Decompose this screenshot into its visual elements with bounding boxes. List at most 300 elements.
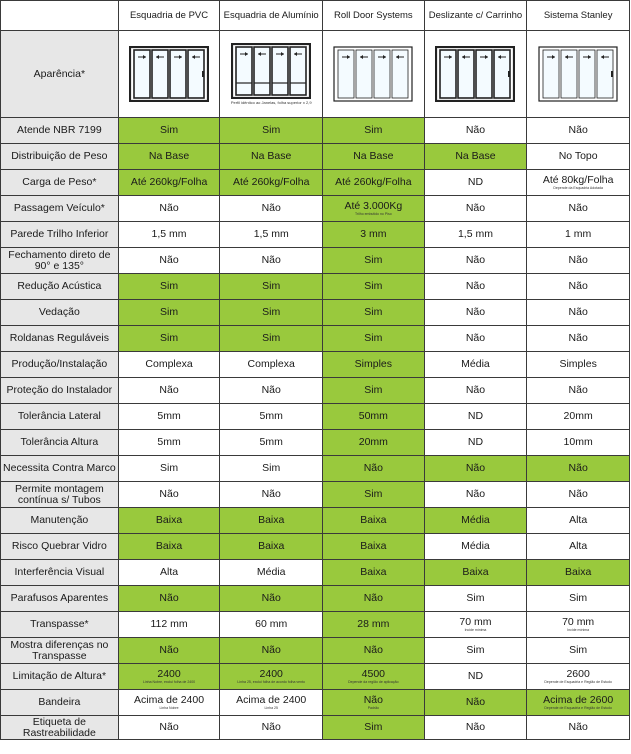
table-cell — [220, 248, 323, 274]
cell-value: 5mm — [259, 436, 283, 448]
cell-note: Incide mínima — [567, 628, 590, 632]
table-row — [1, 300, 630, 326]
table-cell — [527, 326, 630, 352]
table-cell — [220, 534, 323, 560]
cell-value: Não — [261, 644, 281, 656]
cell-value: Não — [261, 488, 281, 500]
row-label: Necessita Contra Marco — [1, 456, 119, 482]
cell-value: 3 mm — [360, 228, 387, 240]
cell-value: ND — [467, 670, 484, 682]
table-cell — [424, 170, 527, 196]
cell-value: Alta — [569, 540, 588, 552]
table-cell — [118, 456, 220, 482]
table-row — [1, 352, 630, 378]
table-cell — [424, 716, 527, 740]
row-label: Etiqueta de Rastreabilidade — [1, 716, 119, 740]
cell-value: Não — [363, 694, 383, 706]
table-cell — [527, 612, 630, 638]
row-label: Redução Acústica — [1, 274, 119, 300]
cell-note: Linha Nobre, exclui folha de 2400 — [142, 680, 196, 684]
cell-value: 2400 — [259, 668, 283, 680]
table-row — [1, 404, 630, 430]
table-cell — [118, 118, 220, 144]
cell-value: Sim — [364, 721, 383, 733]
table-cell — [220, 638, 323, 664]
cell-value: Não — [159, 202, 179, 214]
row-label: Carga de Peso* — [1, 170, 119, 196]
cell-value: Sim — [466, 644, 485, 656]
sliding-door-illustration-icon — [538, 46, 618, 102]
table-cell — [220, 300, 323, 326]
table-cell — [527, 118, 630, 144]
cell-value: Sim — [364, 384, 383, 396]
table-row — [1, 118, 630, 144]
table-row — [1, 222, 630, 248]
cell-note: Depende da região de aplicação — [348, 680, 399, 684]
cell-value: Não — [159, 644, 179, 656]
column-header-roll-door-systems: Roll Door Systems — [323, 1, 425, 31]
cell-value: 70 mm — [562, 616, 595, 628]
table-cell — [118, 170, 220, 196]
table-cell — [424, 664, 527, 690]
cell-value: 10mm — [563, 436, 593, 448]
table-cell — [118, 482, 220, 508]
table-cell — [220, 586, 323, 612]
cell-value: Média — [461, 540, 490, 552]
table-cell — [118, 690, 220, 716]
cell-value: Na Base — [353, 150, 394, 162]
table-cell — [118, 378, 220, 404]
cell-value: Complexa — [145, 358, 193, 370]
table-cell — [424, 430, 527, 456]
cell-value: Baixa — [360, 540, 387, 552]
cell-value: Sim — [364, 488, 383, 500]
cell-value: Até 260kg/Folha — [130, 176, 208, 188]
table-cell — [323, 300, 425, 326]
table-cell — [323, 222, 425, 248]
table-cell — [323, 274, 425, 300]
table-cell — [527, 716, 630, 740]
table-cell — [220, 560, 323, 586]
table-row — [1, 664, 630, 690]
row-label: Fechamento direto de 90° e 135° — [1, 248, 119, 274]
cell-value: Sim — [466, 592, 485, 604]
table-row — [1, 638, 630, 664]
cell-value: Não — [465, 254, 486, 266]
cell-value: 1,5 mm — [457, 228, 493, 240]
table-cell — [323, 430, 425, 456]
table-cell — [424, 612, 527, 638]
table-cell — [323, 378, 425, 404]
cell-value: Até 3.000Kg — [344, 200, 403, 212]
table-cell — [220, 716, 323, 740]
table-row — [1, 326, 630, 352]
cell-note: Incide mínima — [464, 628, 487, 632]
table-row — [1, 716, 630, 740]
table-row — [1, 144, 630, 170]
table-cell — [323, 170, 425, 196]
cell-value: Não — [568, 332, 588, 344]
cell-value: Não — [568, 306, 588, 318]
table-cell — [527, 144, 630, 170]
cell-value: 1 mm — [565, 228, 592, 240]
cell-value: 20mm — [563, 410, 593, 422]
cell-value: Média — [256, 566, 286, 578]
cell-value: 2400 — [157, 668, 181, 680]
table-cell — [527, 274, 630, 300]
row-label: Passagem Veículo* — [1, 196, 119, 222]
table-cell — [527, 664, 630, 690]
cell-value: Não — [568, 462, 588, 474]
cell-note: Linha 25, exclui folha de acordo folha vento — [237, 680, 305, 684]
table-row — [1, 508, 630, 534]
table-cell — [527, 196, 630, 222]
table-cell — [118, 404, 220, 430]
row-label: Mostra diferenças no Transpasse — [1, 638, 119, 664]
table-cell — [424, 638, 527, 664]
cell-value: Baixa — [258, 540, 285, 552]
header-corner — [1, 1, 119, 31]
table-cell — [220, 170, 323, 196]
cell-value: Não — [465, 384, 486, 396]
table-cell — [527, 586, 630, 612]
table-cell — [527, 508, 630, 534]
cell-value: 60 mm — [255, 618, 288, 630]
table-cell — [424, 196, 527, 222]
row-label: Distribuição de Peso — [1, 144, 119, 170]
table-cell — [424, 248, 527, 274]
cell-value: Sim — [364, 254, 383, 266]
cell-value: Sim — [262, 280, 281, 292]
table-row — [1, 248, 630, 274]
table-cell — [527, 534, 630, 560]
table-cell — [323, 716, 425, 740]
cell-value: No Topo — [558, 150, 598, 162]
appearance-row — [1, 31, 630, 118]
table-row — [1, 534, 630, 560]
cell-value: Até 260kg/Folha — [335, 176, 412, 188]
cell-value: Sim — [364, 124, 383, 136]
column-header-esquadria-de-aluminio: Esquadria de Alumínio — [220, 1, 323, 31]
row-label: Parafusos Aparentes — [1, 586, 119, 612]
table-cell — [527, 352, 630, 378]
appearance-cell-deslizante-c-carrinho — [424, 31, 527, 118]
cell-value: Não — [568, 124, 588, 136]
cell-value: Baixa — [360, 514, 387, 526]
cell-value: Acima de 2400 — [134, 694, 205, 706]
table-row — [1, 612, 630, 638]
cell-value: Média — [461, 514, 490, 526]
row-label: Tolerância Lateral — [1, 404, 119, 430]
table-cell — [424, 456, 527, 482]
cell-value: Não — [159, 384, 179, 396]
table-cell — [527, 482, 630, 508]
cell-note: Trilho embutido no Piso — [355, 212, 392, 216]
cell-value: Não — [465, 306, 486, 318]
cell-note: Linha 25 — [264, 706, 278, 710]
row-label: Roldanas Reguláveis — [1, 326, 119, 352]
cell-value: 4500 — [361, 668, 386, 680]
cell-value: Sim — [262, 124, 281, 136]
row-label: Parede Trilho Inferior — [1, 222, 119, 248]
table-cell — [118, 196, 220, 222]
table-cell — [424, 482, 527, 508]
table-cell — [424, 326, 527, 352]
table-cell — [424, 690, 527, 716]
table-cell — [323, 612, 425, 638]
row-label: Proteção do Instalador — [1, 378, 119, 404]
cell-value: Não — [261, 592, 281, 604]
table-cell — [323, 638, 425, 664]
cell-note: Depende da Esquadria Adotada — [553, 186, 603, 190]
sliding-door-illustration-icon — [435, 46, 515, 102]
table-cell — [323, 248, 425, 274]
column-header-sistema-stanley: Sistema Stanley — [527, 1, 630, 31]
table-cell — [527, 404, 630, 430]
cell-value: Baixa — [258, 514, 285, 526]
cell-value: Sim — [160, 462, 179, 474]
table-cell — [527, 638, 630, 664]
table-cell — [424, 274, 527, 300]
table-cell — [118, 222, 220, 248]
cell-value: Baixa — [565, 566, 592, 578]
cell-value: Não — [568, 280, 588, 292]
row-label: Permite montagem contínua s/ Tubos — [1, 482, 119, 508]
table-cell — [118, 534, 220, 560]
cell-value: Sim — [160, 306, 179, 318]
table-cell — [323, 326, 425, 352]
table-cell — [220, 326, 323, 352]
table-cell — [118, 638, 220, 664]
table-cell — [220, 352, 323, 378]
cell-note: Linha Nobre — [159, 706, 179, 710]
table-cell — [424, 144, 527, 170]
cell-note: Depende de Esquadria e Região de Estudo — [544, 706, 612, 710]
table-cell — [424, 404, 527, 430]
cell-value: Não — [159, 488, 179, 500]
table-cell — [424, 222, 527, 248]
table-cell — [118, 248, 220, 274]
table-cell — [527, 560, 630, 586]
cell-value: 5mm — [157, 410, 181, 422]
table-cell — [424, 118, 527, 144]
cell-value: Na Base — [148, 150, 190, 162]
table-cell — [424, 300, 527, 326]
cell-value: Sim — [262, 462, 281, 474]
table-cell — [220, 690, 323, 716]
table-cell — [424, 534, 527, 560]
header-row — [1, 1, 630, 31]
cell-value: 2600 — [566, 668, 590, 680]
table-cell — [527, 222, 630, 248]
row-label: Bandeira — [1, 690, 119, 716]
cell-value: Sim — [160, 280, 179, 292]
table-cell — [118, 664, 220, 690]
cell-value: Não — [363, 592, 383, 604]
table-cell — [527, 430, 630, 456]
table-row — [1, 378, 630, 404]
row-label: Risco Quebrar Vidro — [1, 534, 119, 560]
table-cell — [323, 534, 425, 560]
cell-value: Não — [159, 592, 179, 604]
table-cell — [220, 144, 323, 170]
appearance-note: Perfil idêntico ao Janelas, folha superior x 2,9 — [230, 100, 312, 105]
table-cell — [323, 352, 425, 378]
cell-value: ND — [467, 176, 484, 188]
cell-value: 70 mm — [459, 616, 492, 628]
table-cell — [220, 508, 323, 534]
cell-value: Sim — [262, 306, 281, 318]
table-cell — [323, 404, 425, 430]
cell-value: 28 mm — [357, 618, 390, 630]
cell-value: Não — [261, 721, 281, 733]
cell-value: Até 260kg/Folha — [232, 176, 310, 188]
cell-value: Não — [261, 202, 281, 214]
table-cell — [220, 378, 323, 404]
table-cell — [424, 508, 527, 534]
table-cell — [118, 300, 220, 326]
table-cell — [118, 144, 220, 170]
cell-value: Na Base — [455, 150, 496, 162]
cell-value: Complexa — [247, 358, 295, 370]
table-cell — [323, 144, 425, 170]
table-row — [1, 482, 630, 508]
cell-note: Padrão — [367, 706, 379, 710]
appearance-cell-roll-door-systems — [323, 31, 425, 118]
cell-value: 5mm — [157, 436, 181, 448]
table-cell — [118, 274, 220, 300]
table-cell — [220, 456, 323, 482]
table-cell — [220, 118, 323, 144]
cell-value: Não — [568, 384, 588, 396]
cell-value: Acima de 2400 — [236, 694, 307, 706]
cell-value: 5mm — [259, 410, 283, 422]
row-label: Limitação de Altura* — [1, 664, 119, 690]
table-cell — [424, 378, 527, 404]
row-label: Produção/Instalação — [1, 352, 119, 378]
table-row — [1, 196, 630, 222]
table-cell — [527, 248, 630, 274]
sliding-door-illustration-icon — [333, 46, 413, 102]
table-row — [1, 560, 630, 586]
row-label: Vedação — [1, 300, 119, 326]
appearance-label: Aparência* — [1, 31, 119, 118]
table-row — [1, 430, 630, 456]
table-cell — [424, 560, 527, 586]
cell-value: Não — [465, 202, 486, 214]
table-cell — [220, 404, 323, 430]
cell-value: Alta — [160, 566, 179, 578]
cell-value: Acima de 2600 — [543, 694, 614, 706]
row-label: Atende NBR 7199 — [1, 118, 119, 144]
cell-note: Depende de Esquadria e Região de Estudo — [544, 680, 612, 684]
table-cell — [527, 690, 630, 716]
cell-value: Simples — [559, 358, 597, 370]
cell-value: 1,5 mm — [253, 228, 289, 240]
cell-value: Não — [465, 280, 486, 292]
row-label: Transpasse* — [1, 612, 119, 638]
table-cell — [220, 222, 323, 248]
table-cell — [323, 586, 425, 612]
cell-value: Não — [363, 644, 383, 656]
cell-value: Sim — [160, 124, 179, 136]
table-cell — [527, 378, 630, 404]
table-cell — [118, 430, 220, 456]
table-cell — [527, 300, 630, 326]
cell-value: Não — [568, 254, 588, 266]
cell-value: Não — [261, 254, 281, 266]
cell-value: 112 mm — [150, 618, 188, 630]
cell-value: Sim — [569, 644, 588, 656]
table-cell — [118, 352, 220, 378]
cell-value: Não — [568, 721, 588, 733]
cell-value: Sim — [569, 592, 588, 604]
cell-value: Simples — [354, 358, 393, 370]
table-cell — [424, 586, 527, 612]
table-row — [1, 274, 630, 300]
table-cell — [220, 664, 323, 690]
cell-value: Baixa — [462, 566, 489, 578]
cell-value: 20mm — [358, 436, 388, 448]
table-cell — [118, 612, 220, 638]
appearance-cell-esquadria-de-pvc — [118, 31, 220, 118]
cell-value: Não — [568, 202, 588, 214]
cell-value: Sim — [364, 306, 383, 318]
column-header-deslizante-c-carrinho: Deslizante c/ Carrinho — [424, 1, 527, 31]
cell-value: Baixa — [155, 514, 183, 526]
cell-value: Média — [461, 358, 490, 370]
table-row — [1, 170, 630, 196]
table-cell — [220, 430, 323, 456]
table-cell — [118, 716, 220, 740]
row-label: Manutenção — [1, 508, 119, 534]
cell-value: Na Base — [251, 150, 292, 162]
cell-value: Não — [159, 721, 179, 733]
cell-value: Baixa — [155, 540, 183, 552]
table-cell — [424, 352, 527, 378]
table-cell — [220, 196, 323, 222]
table-cell — [323, 482, 425, 508]
table-cell — [323, 456, 425, 482]
table-cell — [323, 508, 425, 534]
row-label: Tolerância Altura — [1, 430, 119, 456]
table-cell — [220, 274, 323, 300]
table-cell — [220, 482, 323, 508]
appearance-cell-esquadria-de-aluminio — [220, 31, 323, 118]
table-cell — [118, 326, 220, 352]
cell-value: Não — [568, 488, 588, 500]
cell-value: Sim — [364, 280, 383, 292]
table-cell — [323, 118, 425, 144]
cell-value: Não — [465, 124, 486, 136]
table-cell — [220, 612, 323, 638]
cell-value: Não — [261, 384, 281, 396]
cell-value: Não — [363, 462, 383, 474]
cell-value: Sim — [160, 332, 179, 344]
table-cell — [323, 560, 425, 586]
sliding-door-illustration-icon — [231, 43, 311, 99]
table-cell — [323, 690, 425, 716]
cell-value: Alta — [569, 514, 588, 526]
cell-value: ND — [467, 436, 484, 448]
cell-value: Não — [465, 332, 486, 344]
sliding-door-illustration-icon — [129, 46, 209, 102]
cell-value: Até 80kg/Folha — [542, 174, 614, 186]
table-row — [1, 586, 630, 612]
table-cell — [323, 196, 425, 222]
table-cell — [527, 456, 630, 482]
table-cell — [118, 586, 220, 612]
